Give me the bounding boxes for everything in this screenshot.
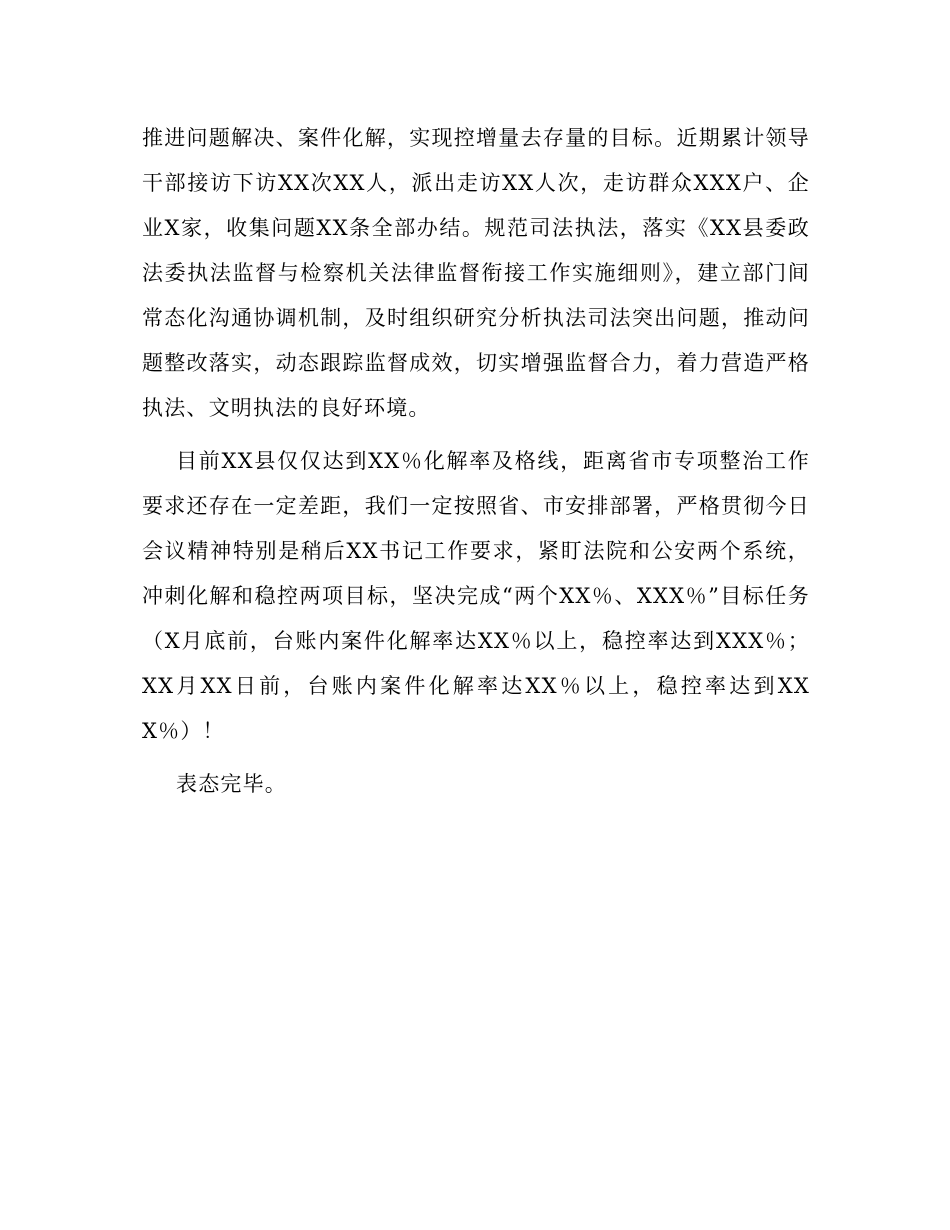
paragraph-1: 推进问题解决、案件化解，实现控增量去存量的目标。近期累计领导干部接访下访XX次XX人，派出走访XX人次，走访群众XXX户、企业X家，收集问题XX条全部办结。规范司法执法，落实《XX县委政法委执法监督与检察机关法律监督衔接工作实施细则》，建立部门间常态化沟通协调机制，及时组织研究分析执法司法突出问题，推动问题整改落实，动态跟踪监督成效，切实增强监督合力，着力营造严格执法、文明执法的良好环境。: [142, 126, 810, 420]
paragraph-3-closing: 表态完毕。: [176, 772, 287, 796]
document-body: [142, 116, 810, 807]
paragraph-2: 目前XX县仅仅达到XX％化解率及格线，距离省市专项整治工作要求还存在一定差距，我们一定按照省、市安排部署，严格贯彻今日会议精神特别是稍后XX书记工作要求，紧盯法院和公安两个系统，冲刺化解和稳控两项目标，坚决完成“两个XX％、XXX％”目标任务（X月底前，台账内案件化解率达XX％以上，稳控率达到XXX％；XX月XX日前，台账内案件化解率达XX％以上，稳控率达到XXX％）！: [142, 449, 810, 743]
